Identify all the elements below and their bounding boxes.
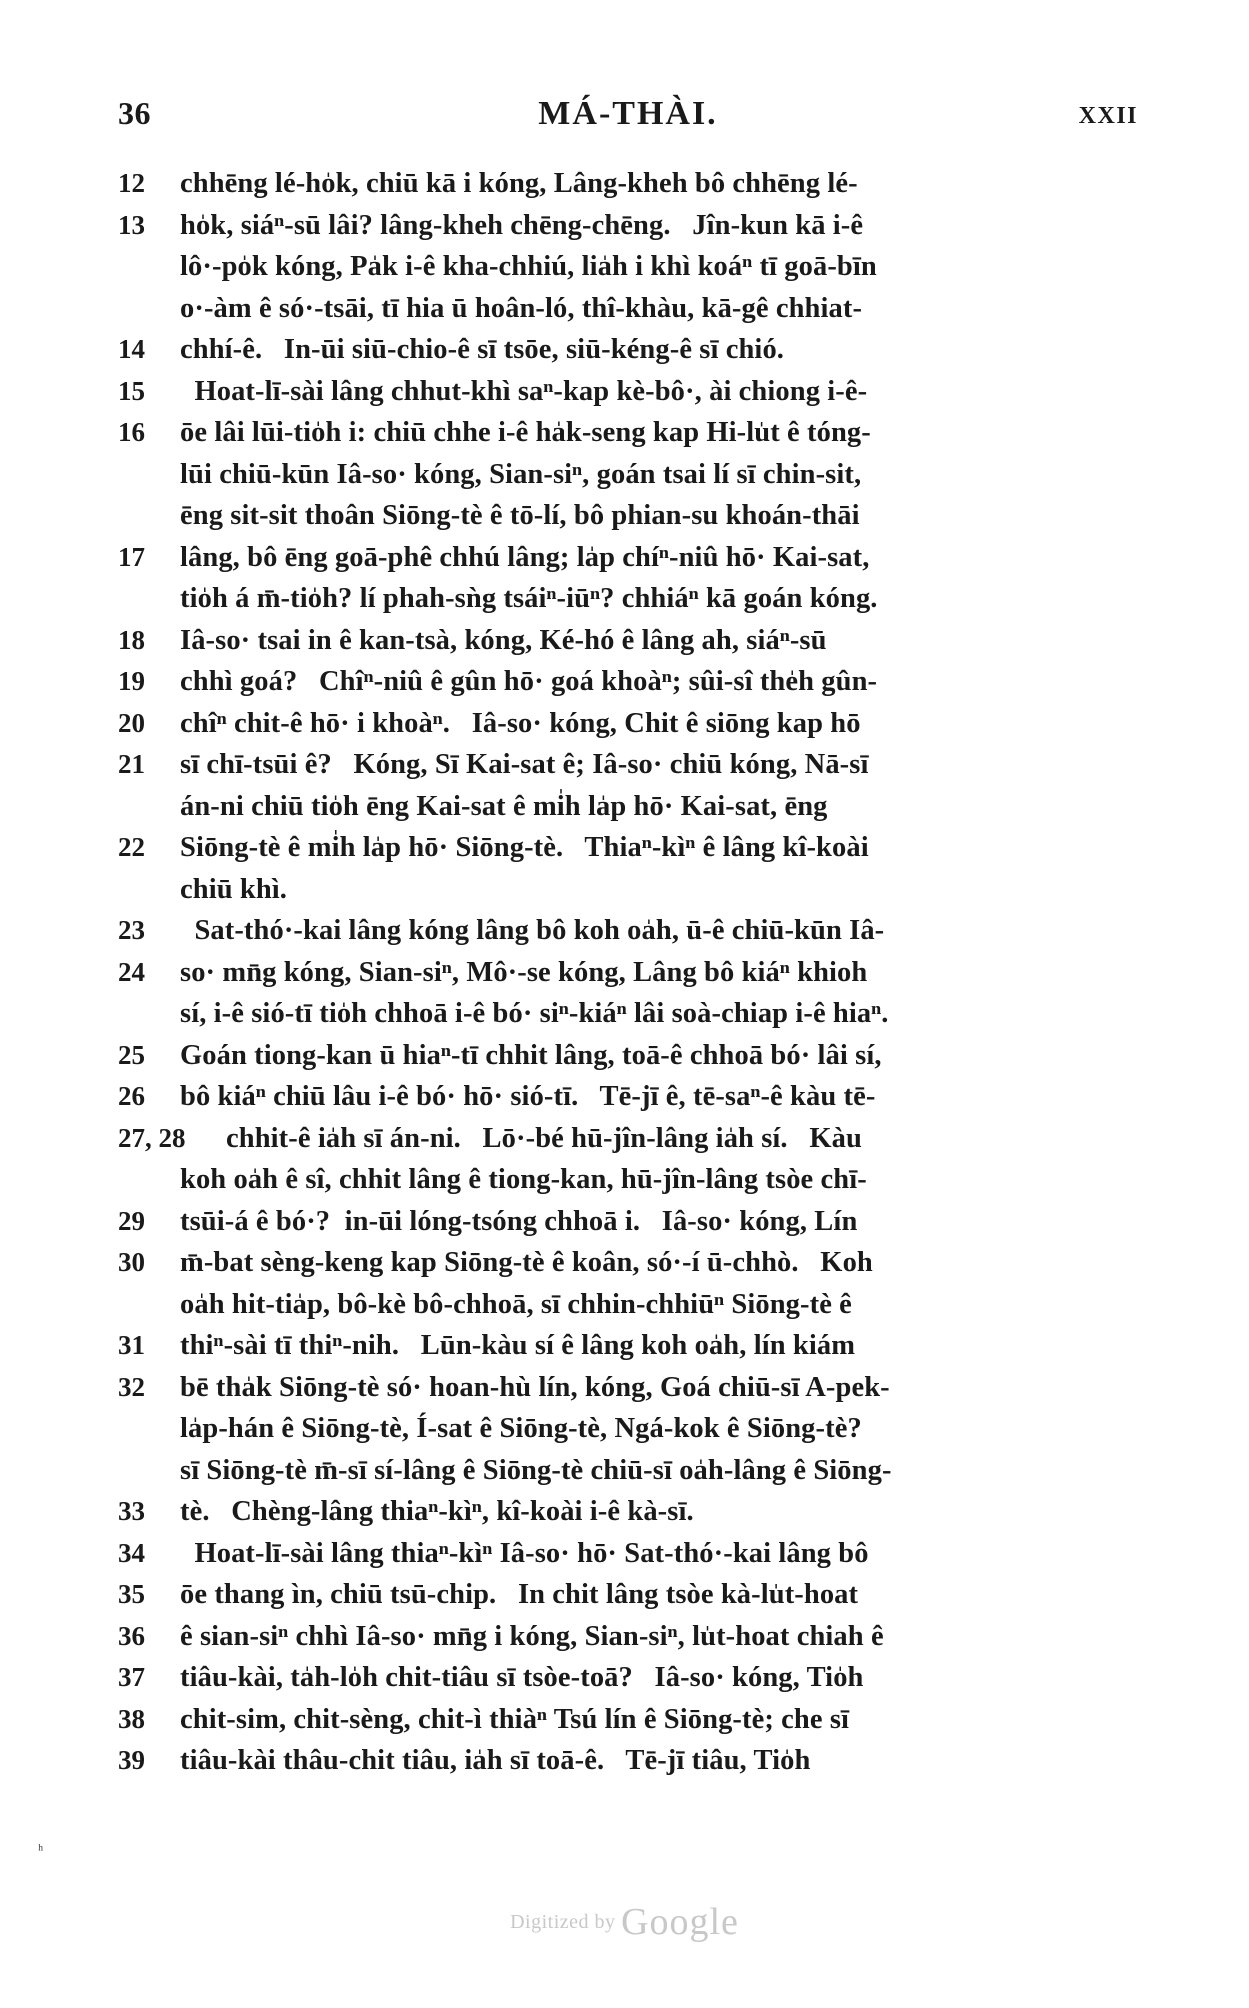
line-text: oa̍h hit-tia̍p, bô-kè bô-chhoā, sī chhin-chhiūⁿ Siōng-tè ê <box>180 1288 852 1320</box>
chapter-number-right: XXII <box>1078 103 1138 129</box>
text-line <box>118 1579 1138 1621</box>
line-text: chhēng lé-ho̍k, chiū kā i kóng, Lâng-kheh bô chhēng lé- <box>180 168 858 199</box>
line-text: ēng sit-sit thoân Siōng-tè ê tō-lí, bô phian-su khoán-thāi <box>180 500 860 531</box>
line-text: án-ni chiū tio̍h ēng Kai-sat ê mi̍h la̍p hō· Kai-sat, ēng <box>180 790 828 822</box>
text-line <box>118 1455 1138 1497</box>
text-line <box>118 1413 1138 1455</box>
verse-number: 14 <box>118 334 145 364</box>
line-text: m̄-bat sèng-keng kap Siōng-tè ê koân, só·-í ū-chhò. Koh <box>180 1247 873 1278</box>
line-text: thiⁿ-sài tī thiⁿ-nih. Lūn-kàu sí ê lâng koh oa̍h, lín kiám <box>180 1330 856 1361</box>
text-line <box>118 1662 1138 1704</box>
watermark-prefix: Digitized by <box>510 1911 622 1933</box>
digitization-watermark <box>0 1900 1249 1944</box>
text-line <box>118 1745 1138 1787</box>
text-line <box>118 1247 1138 1289</box>
line-text: la̍p-hán ê Siōng-tè, Í-sat ê Siōng-tè, Ngá-kok ê Siōng-tè? <box>180 1413 862 1444</box>
line-text: sī Siōng-tè m̄-sī sí-lâng ê Siōng-tè chiū-sī oa̍h-lâng ê Siōng- <box>180 1454 892 1486</box>
watermark-brand: Google <box>621 1901 739 1943</box>
text-line <box>118 500 1138 542</box>
text-line <box>118 874 1138 916</box>
line-text: Sat-thó·-kai lâng kóng lâng bô koh oa̍h, ū-ê chiū-kūn Iâ- <box>180 915 885 946</box>
text-line <box>118 1123 1138 1165</box>
text-line <box>118 708 1138 750</box>
verse-number: 21 <box>118 749 145 779</box>
line-text: lâng, bô ēng goā-phê chhú lâng; la̍p chíⁿ-niû hō· Kai-sat, <box>180 541 870 573</box>
verse-number: 23 <box>118 915 145 945</box>
text-line <box>118 376 1138 418</box>
book-title: MÁ-THÀI. <box>538 95 718 132</box>
verse-number: 15 <box>118 375 145 406</box>
line-text: Hoat-lī-sài lâng thiaⁿ-kìⁿ Iâ-so· hō· Sat-thó·-kai lâng bô <box>180 1537 869 1569</box>
line-text: tsūi-á ê bó·? in-ūi lóng-tsóng chhoā i. Iâ-so· kóng, Lín <box>180 1205 858 1237</box>
line-text: chhì goá? Chîⁿ-niû ê gûn hō· goá khoàⁿ; sûi-sî the̍h gûn- <box>180 666 878 697</box>
line-text: tiâu-kài thâu-chit tiâu, ia̍h sī toā-ê. Tē-jī tiâu, Tio̍h <box>180 1745 811 1776</box>
line-text: Goán tiong-kan ū hiaⁿ-tī chhit lâng, toā-ê chhoā bó· lâi sí, <box>180 1039 882 1071</box>
line-text: Siōng-tè ê mi̍h la̍p hō· Siōng-tè. Thiaⁿ-kìⁿ ê lâng kî-koài <box>180 832 869 863</box>
text-line <box>118 957 1138 999</box>
verse-number: 27, 28 <box>118 1122 186 1153</box>
text-line <box>118 542 1138 584</box>
page-number-left: 36 <box>118 95 151 131</box>
line-text: so· mn̄g kóng, Sian-siⁿ, Mô·-se kóng, Lâng bô kiáⁿ khioh <box>180 956 868 988</box>
text-line <box>118 1289 1138 1331</box>
line-text: tè. Chèng-lâng thiaⁿ-kìⁿ, kî-koài i-ê kà-sī. <box>180 1496 694 1527</box>
verse-number: 30 <box>118 1247 145 1277</box>
text-line <box>118 915 1138 957</box>
verse-number: 39 <box>118 1745 145 1775</box>
text-line <box>118 998 1138 1040</box>
line-text: tio̍h á m̄-tio̍h? lí phah-sǹg tsáiⁿ-iūⁿ? chhiáⁿ kā goán kóng. <box>180 583 878 614</box>
text-line <box>118 583 1138 625</box>
verse-number: 13 <box>118 209 145 240</box>
text-line <box>118 1206 1138 1248</box>
text-line <box>118 1081 1138 1123</box>
line-text: chit-sim, chit-sèng, chit-ì thiàⁿ Tsú lín ê Siōng-tè; che sī <box>180 1703 850 1735</box>
line-text: ho̍k, siáⁿ-sū lâi? lâng-kheh chēng-chēng. Jîn-kun kā i-ê <box>180 209 864 241</box>
text-line <box>118 625 1138 667</box>
text-line <box>118 417 1138 459</box>
line-text: chiū khì. <box>180 873 288 905</box>
verse-number: 19 <box>118 666 145 696</box>
text-line <box>118 1372 1138 1414</box>
text-line <box>118 1787 1138 1829</box>
verse-number: 33 <box>118 1496 145 1526</box>
verse-number: 20 <box>118 707 145 738</box>
verse-number: 38 <box>118 1703 145 1734</box>
verse-number: 22 <box>118 832 145 862</box>
line-text: koh oa̍h ê sî, chhit lâng ê tiong-kan, hū-jîn-lâng tsòe chī- <box>180 1164 867 1195</box>
verse-number: 17 <box>118 541 145 572</box>
text-line <box>118 1496 1138 1538</box>
verse-number: 29 <box>118 1205 145 1236</box>
line-text: sī chī-tsūi ê? Kóng, Sī Kai-sat ê; Iâ-so· chiū kóng, Nā-sī <box>180 749 869 780</box>
verse-number: 37 <box>118 1662 145 1692</box>
verse-number: 16 <box>118 417 145 447</box>
text-line <box>118 1164 1138 1206</box>
verse-number: 34 <box>118 1537 145 1568</box>
line-text: bô kiáⁿ chiū lâu i-ê bó· hō· sió-tī. Tē-jī ê, tē-saⁿ-ê kàu tē- <box>180 1081 876 1112</box>
line-text: bē tha̍k Siōng-tè só· hoan-hù lín, kóng, Goá chiū-sī A-pek- <box>180 1371 890 1403</box>
verse-number: 31 <box>118 1330 145 1360</box>
page-header <box>118 95 1138 141</box>
line-text: ōe thang ìn, chiū tsū-chip. In chit lâng tsòe kà-lu̍t-hoat <box>180 1579 859 1610</box>
verse-number: 18 <box>118 624 145 655</box>
line-text: tiâu-kài, ta̍h-lo̍h chit-tiâu sī tsòe-toā? Iâ-so· kóng, Tio̍h <box>180 1662 864 1693</box>
text-line <box>118 251 1138 293</box>
body-text <box>118 168 1138 1828</box>
text-line <box>118 334 1138 376</box>
line-text: chîⁿ chit-ê hō· i khoàⁿ. Iâ-so· kóng, Chit ê siōng kap hō <box>180 707 861 739</box>
text-line <box>118 666 1138 708</box>
line-text: Iâ-so· tsai in ê kan-tsà, kóng, Ké-hó ê lâng ah, siáⁿ-sū <box>180 624 827 656</box>
verse-number: 36 <box>118 1620 145 1651</box>
verse-number: 32 <box>118 1371 145 1402</box>
text-line <box>118 1621 1138 1663</box>
verse-number: 12 <box>118 168 145 198</box>
text-line <box>118 1330 1138 1372</box>
verse-number: 24 <box>118 956 145 987</box>
line-text: chhit-ê ia̍h sī án-ni. Lō·-bé hū-jîn-lâng ia̍h sí. Kàu <box>226 1122 862 1154</box>
text-line <box>118 293 1138 335</box>
text-line <box>118 791 1138 833</box>
verse-number: 26 <box>118 1081 145 1111</box>
verse-number: 25 <box>118 1039 145 1070</box>
text-line <box>118 1704 1138 1746</box>
text-line <box>118 210 1138 252</box>
line-text: chhí-ê. In-ūi siū-chio-ê sī tsōe, siū-kéng-ê sī chió. <box>180 334 785 365</box>
verse-number: 35 <box>118 1579 145 1609</box>
text-line <box>118 749 1138 791</box>
text-line <box>118 832 1138 874</box>
line-text: ōe lâi lūi-tio̍h i: chiū chhe i-ê ha̍k-seng kap Hi-lu̍t ê tóng- <box>180 417 871 448</box>
text-line <box>118 1040 1138 1082</box>
text-line <box>118 459 1138 501</box>
line-text: lô·-po̍k kóng, Pa̍k i-ê kha-chhiú, lia̍h i khì koáⁿ tī goā-bīn <box>180 251 877 282</box>
line-text: sí, i-ê sió-tī tio̍h chhoā i-ê bó· siⁿ-kiáⁿ lâi soà-chiap i-ê hiaⁿ. <box>180 998 889 1029</box>
margin-mark: ʰ <box>38 1842 44 1859</box>
line-text: Hoat-lī-sài lâng chhut-khì saⁿ-kap kè-bô·, ài chiong i-ê- <box>180 375 868 407</box>
text-line <box>118 1538 1138 1580</box>
line-text: o·-àm ê só·-tsāi, tī hia ū hoân-ló, thî-khàu, kā-gê chhiat- <box>180 292 863 324</box>
text-line <box>118 168 1138 210</box>
line-text: lūi chiū-kūn Iâ-so· kóng, Sian-siⁿ, goán tsai lí sī chin-sit, <box>180 458 862 490</box>
line-text: ê sian-siⁿ chhì Iâ-so· mn̄g i kóng, Sian-siⁿ, lu̍t-hoat chiah ê <box>180 1620 884 1652</box>
